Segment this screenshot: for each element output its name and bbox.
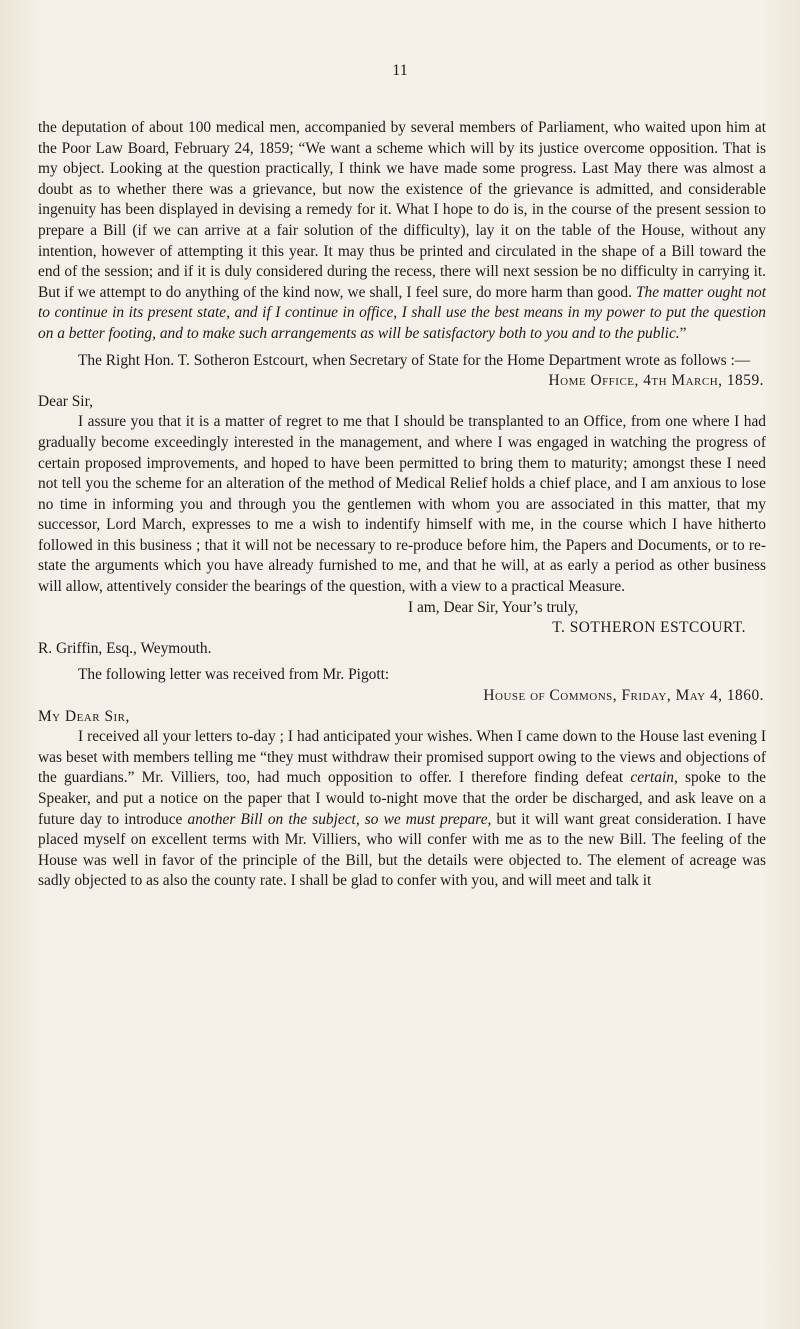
letter1-signature: T. SOTHERON ESTCOURT. (552, 619, 746, 637)
paragraph-deputation-quote: the deputation of about 100 medical men, accompanied by several members of Parliament, who waited upon him at the Poor Law Board, February 24, 1859; “We want a scheme which will by its justice overcome opposition. That is my object. Looking at the question practically, I think we have made some progress. Last May there was almost a doubt as to whether there was a grievance, but now the existence of the grievance is admitted, and considerable ingenuity has been displayed in devising a remedy for it. What I hope to do is, in the course of the present session to prepare a Bill (if we can arrive at a fair solution of the difficulty), lay it on the table of the House, without any intention, however of attempting it this year. It may thus be printed and circulated in the shape of a Bill toward the end of the session; and if it is duly considered during the recess, there will next session be no difficulty in carrying it. But if we attempt to do anything of the kind now, we shall, I feel sure, do more harm than good. The matter ought not to continue in its present state, and if I continue in office, I shall use the best means in my power to put the question on a better footing, and to make such arrangements as will be satisfactory both to you and to the public.” (38, 119, 766, 342)
letter1-body: I assure you that it is a matter of regret to me that I should be transplanted to an Office, from one where I had gradually become exceedingly interested in the management, and where I was engaged in watching the progress of certain proposed improvements, and hoped to have been permitted to bring them to maturity; amongst these I need not tell you the scheme for an alteration of the method of Medical Relief holds a chief place, and I am anxious to lose no time in informing you and through you the gentlemen with whom you are associated in this matter, that my successor, Lord March, expresses to me a wish to indentify himself with me, in the course which I have hitherto followed in this business ; that it will not be necessary to re-produce before him, the Papers and Documents, or to re-state the arguments which you have already furnished to me, and that he will, at as early a period as other business will allow, attentively consider the bearings of the question, with a view to a practical Measure. (38, 413, 766, 596)
letter2-dateline: House of Commons, Friday, May 4, 1860. (483, 687, 764, 705)
letter2-body: I received all your letters to-day ; I had anticipated your wishes. When I came down to the House last evening I was beset with members telling me “they must withdraw their promised support owing to the views and objections of the guardians.” Mr. Villiers, too, had much opposition to offer. I therefore finding defeat certain, spoke to the Speaker, and put a notice on the paper that I would to-night move that the order be discharged, and ask leave on a future day to introduce another Bill on the subject, so we must prepare, but it will want great consideration. I have placed myself on excellent terms with Mr. Villiers, who will confer with me as to the new Bill. The feeling of the House was well in favor of the principle of the Bill, but the details were objected to. The element of acreage was sadly objected to as also the county rate. I shall be glad to confer with you, and will meet and talk it (38, 728, 767, 890)
paragraph-pigott-intro: The following letter was received from Mr. Pigott: (78, 666, 390, 684)
page-number: 11 (392, 62, 408, 79)
letter1-closing: I am, Dear Sir, Your’s truly, (408, 598, 579, 616)
body-text (38, 118, 766, 892)
letter1-salutation: Dear Sir, (38, 392, 93, 410)
paragraph-estcourt-intro: The Right Hon. T. Sotheron Estcourt, when Secretary of State for the Home Department wrote as follows :— (78, 351, 751, 369)
letter1-dateline: Home Office, 4th March, 1859. (548, 372, 764, 390)
italic-quote: The matter ought not to continue in its present state, and if I continue in office, I shall use the best means in my power to put the question on a better footing, and to make such arrangements as will be satisfactory both to you and to the public. (38, 283, 766, 342)
letter2-salutation: My Dear Sir, (38, 707, 130, 725)
letter1-addressee: R. Griffin, Esq., Weymouth. (38, 639, 212, 657)
